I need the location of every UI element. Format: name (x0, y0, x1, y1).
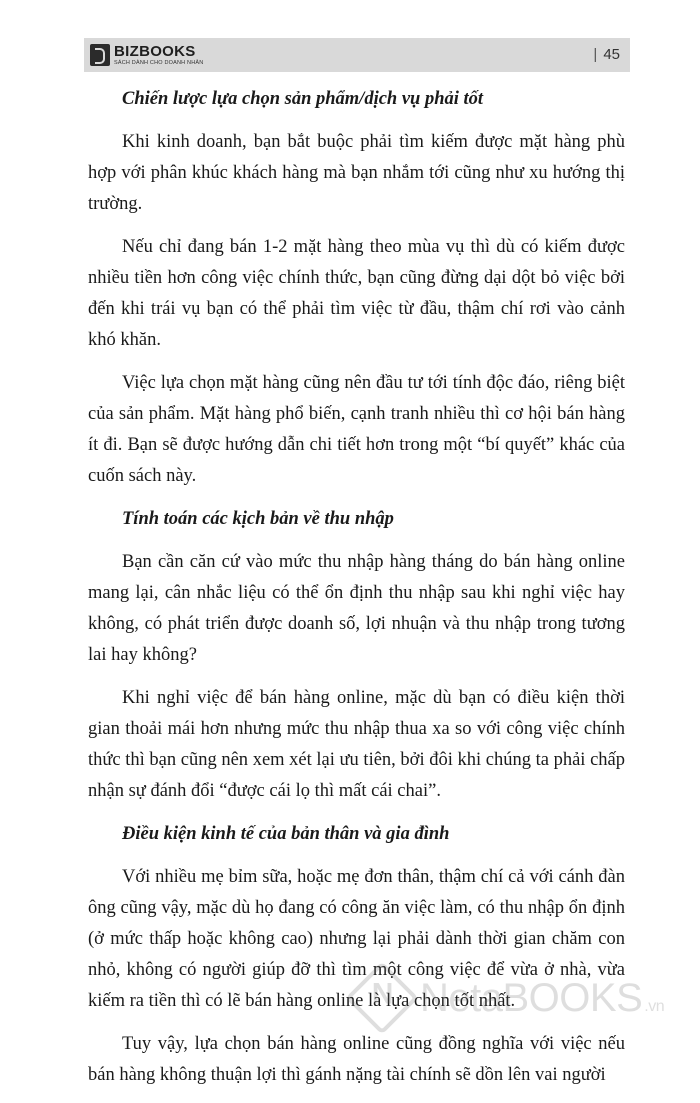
page-number: 45 (603, 46, 620, 63)
publisher-logo (90, 41, 203, 69)
brand-tagline: SÁCH DÀNH CHO DOANH NHÂN (114, 59, 204, 66)
body-paragraph: Nếu chỉ đang bán 1-2 mặt hàng theo mùa vụ thì dù có kiếm được nhiều tiền hơn công việc chính thức, bạn cũng đừng dại dột bỏ việc bởi đến khi trái vụ bạn có thể phải tìm việc từ đầu, thậm chí rơi vào cảnh khó khăn. (88, 237, 625, 350)
watermark-text: NetaBOOKS .vn (420, 975, 665, 1020)
page-body (88, 80, 625, 1103)
body-paragraph: Bạn cần căn cứ vào mức thu nhập hàng tháng do bán hàng online mang lại, cân nhắc liệu có thể ổn định thu nhập sau khi nghỉ việc hay không, có phát triển được doanh số, lợi nhuận và thu nhập trong tương lai hay không? (88, 552, 625, 665)
running-header (84, 38, 630, 72)
body-paragraph: Khi nghỉ việc để bán hàng online, mặc dù bạn có điều kiện thời gian thoải mái hơn nhưng mức thu nhập thua xa so với công việc chính thức thì bạn cũng nên xem xét lại ưu tiên, bởi đôi khi chúng ta phải chấp nhận sự đánh đổi “được cái lọ thì mất cái chai”. (88, 688, 625, 801)
body-paragraph: Tuy vậy, lựa chọn bán hàng online cũng đồng nghĩa với việc nếu bán hàng không thuận lợi thì gánh nặng tài chính sẽ dồn lên vai người (88, 1034, 625, 1085)
brand-name: BIZBOOKS (114, 42, 196, 60)
body-paragraph: Với nhiều mẹ bỉm sữa, hoặc mẹ đơn thân, thậm chí cả với cánh đàn ông cũng vậy, mặc dù họ đang có công ăn việc làm, có thu nhập ổn định (ở mức thấp hoặc không cao) nhưng lại phải dành thời gian chăm con nhỏ, không có người giúp đỡ thì tìm một công việc để vừa ở nhà, vừa kiếm ra tiền thì có lẽ bán hàng online là lựa chọn tốt nhất. (88, 867, 625, 1011)
section-heading: Điều kiện kinh tế của bản thân và gia đình (122, 824, 450, 844)
netabooks-logo-icon (345, 961, 419, 1035)
section-heading: Chiến lược lựa chọn sản phẩm/dịch vụ phải tốt (122, 89, 484, 109)
body-paragraph: Việc lựa chọn mặt hàng cũng nên đầu tư tới tính độc đáo, riêng biệt của sản phẩm. Mặt hàng phổ biến, cạnh tranh nhiều thì cơ hội bán hàng ít đi. Bạn sẽ được hướng dẫn chi tiết hơn trong một “bí quyết” khác của cuốn sách này. (88, 373, 625, 486)
netabooks-watermark (356, 972, 664, 1024)
header-separator: | (593, 46, 598, 63)
page-number-area (593, 46, 620, 63)
body-paragraph: Khi kinh doanh, bạn bắt buộc phải tìm kiếm được mặt hàng phù hợp với phân khúc khách hàng mà bạn nhắm tới cũng như xu hướng thị trường. (88, 132, 625, 214)
section-heading: Tính toán các kịch bản về thu nhập (122, 509, 394, 529)
bizbooks-logo-icon (90, 44, 110, 66)
